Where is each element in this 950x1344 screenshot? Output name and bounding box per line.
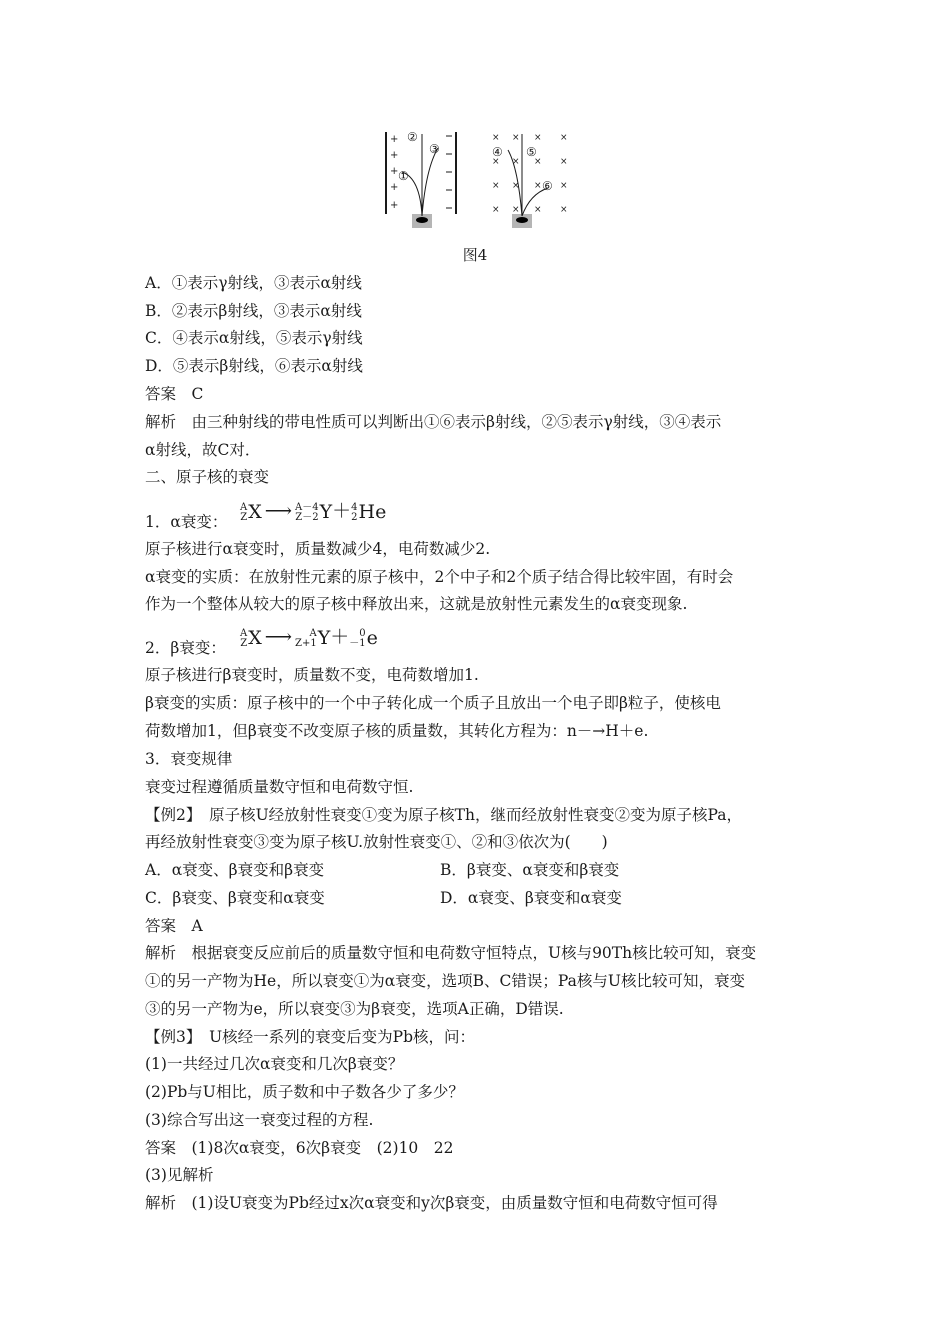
rule-title: 3．衰变规律 — [145, 750, 233, 768]
label-4: ④ — [492, 145, 503, 159]
text-line: β衰变的实质：原子核中的一个中子转化成一个质子且放出一个电子即β粒子，使核电 — [145, 694, 721, 712]
svg-text:+: + — [390, 134, 399, 145]
analysis-line: 解析 由三种射线的带电性质可以判断出①⑥表示β射线，②⑤表示γ射线，③④表示 — [145, 413, 722, 431]
example2-analysis: 解析 根据衰变反应前后的质量数守恒和电荷数守恒特点，U核与90Th核比较可知，衰变 — [145, 944, 757, 962]
example2-option-d: D．α衰变、β衰变和α衰变 — [440, 889, 622, 907]
radiation-deflection-figure — [372, 128, 582, 238]
svg-text:+: + — [390, 150, 399, 161]
analysis-line: α射线，故C对． — [145, 441, 261, 459]
example3-subquestion: (2)Pb与U相比，质子数和中子数各少了多少？ — [145, 1083, 464, 1101]
beta-decay-label: 2．β衰变： — [145, 639, 226, 657]
field-cross-mark: × — [534, 133, 542, 143]
example2-question: 【例2】 原子核U经放射性衰变①变为原子核Th，继而经放射性衰变②变为原子核Pa， — [145, 806, 742, 824]
text-line: 原子核进行α衰变时，质量数减少4，电荷数减少2. — [145, 540, 491, 558]
example2-option-c: C．β衰变、β衰变和α衰变 — [145, 889, 325, 907]
field-cross-mark: × — [512, 157, 520, 167]
field-cross-mark: × — [492, 157, 500, 167]
label-3: ③ — [429, 142, 440, 156]
text-line: 荷数增加1，但β衰变不改变原子核的质量数，其转化方程为：n－→H＋e. — [145, 722, 649, 740]
svg-text:+: + — [390, 166, 399, 177]
label-6: ⑥ — [542, 179, 553, 193]
field-cross-mark: × — [512, 133, 520, 143]
field-cross-mark: × — [534, 205, 542, 215]
option-c: C．④表示α射线，⑤表示γ射线 — [145, 329, 363, 347]
text-line: 作为一个整体从较大的原子核中释放出来，这就是放射性元素发生的α衰变现象. — [145, 595, 688, 613]
section-title: 二、原子核的衰变 — [145, 468, 270, 486]
field-cross-mark: × — [534, 181, 542, 191]
example3-question: 【例3】 U核经一系列的衰变后变为Pb核，问： — [145, 1028, 476, 1046]
magnetic-field-panel — [492, 133, 568, 228]
example2-analysis: ①的另一产物为He，所以衰变①为α衰变，选项B、C错误；Pa核与U核比较可知，衰变 — [145, 972, 745, 990]
svg-text:+: + — [390, 182, 399, 193]
field-cross-mark: × — [560, 181, 568, 191]
text-line: α衰变的实质：在放射性元素的原子核中，2个中子和2个质子结合得比较牢固，有时会 — [145, 568, 734, 586]
option-d: D．⑤表示β射线，⑥表示α射线 — [145, 357, 363, 375]
alpha-decay-label: 1．α衰变： — [145, 513, 228, 531]
rule-text: 衰变过程遵循质量数守恒和电荷数守恒. — [145, 778, 414, 796]
field-cross-mark: × — [560, 133, 568, 143]
example2-analysis: ③的另一产物为e，所以衰变③为β衰变，选项A正确，D错误. — [145, 1000, 564, 1018]
beta-decay-equation: A Z X ⟶ A Z+1 Y＋ 0 －1 e — [240, 626, 378, 649]
example2-option-b: B．β衰变、α衰变和β衰变 — [440, 861, 620, 879]
example2-option-a: A．α衰变、β衰变和β衰变 — [145, 861, 325, 879]
field-cross-mark: × — [560, 157, 568, 167]
field-cross-mark: × — [492, 205, 500, 215]
example3-subquestion: (3)综合写出这一衰变过程的方程. — [145, 1111, 374, 1129]
option-a: A．①表示γ射线，③表示α射线 — [145, 274, 362, 292]
text-line: 原子核进行β衰变时，质量数不变，电荷数增加1. — [145, 666, 479, 684]
label-1: ① — [398, 169, 409, 183]
example3-subquestion: (1)一共经过几次α衰变和几次β衰变？ — [145, 1055, 404, 1073]
answer: 答案 C — [145, 385, 204, 403]
example2-answer: 答案 A — [145, 917, 203, 935]
field-cross-mark: × — [492, 181, 500, 191]
alpha-decay-equation: A Z X ⟶ A－4 Z－2 Y＋ 4 2 He — [240, 500, 387, 523]
field-cross-mark: × — [512, 181, 520, 191]
field-cross-mark: × — [560, 205, 568, 215]
label-2: ② — [407, 130, 418, 144]
field-cross-mark: × — [492, 133, 500, 143]
example3-analysis: 解析 (1)设U衰变为Pb经过x次α衰变和y次β衰变，由质量数守恒和电荷数守恒可得 — [145, 1194, 718, 1212]
figure-caption: 图4 — [462, 246, 488, 264]
electric-field-panel — [386, 130, 456, 228]
example2-question: 再经放射性衰变③变为原子核U.放射性衰变①、②和③依次为( ) — [145, 833, 608, 851]
label-5: ⑤ — [526, 145, 537, 159]
svg-text:+: + — [390, 200, 399, 211]
option-b: B．②表示β射线，③表示α射线 — [145, 302, 362, 320]
field-cross-mark: × — [512, 205, 520, 215]
field-cross-mark: × — [534, 157, 542, 167]
example3-answer: (3)见解析 — [145, 1166, 214, 1184]
example3-answer: 答案 (1)8次α衰变，6次β衰变 (2)10 22 — [145, 1139, 454, 1157]
